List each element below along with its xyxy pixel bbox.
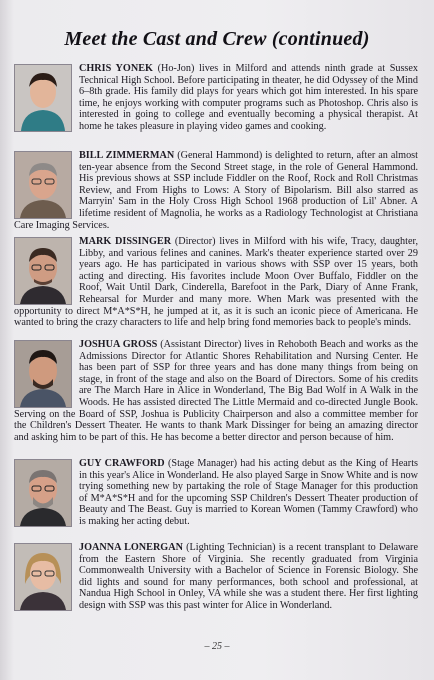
bio-text: (Lighting Technician) is a recent transplant to Delaware from the Eastern Shore of Virginia. She recently graduated from Virginia Commonwealth University with a Bachelor of Science in Forensic Biology. She did lights and sound for many performances, both school and professional, at Nandua High School in Onley, VA while she was a student there. Her first lighting design with SSP was this past winter for Alice in Wonderland. bbox=[79, 542, 418, 611]
cast-name: JOANNA LONERGAN bbox=[79, 542, 183, 553]
bio-text: (Stage Manager) had his acting debut as the King of Hearts in this year's Alice in Wonderland. He also played Sarge in Snow White and is now trying something new by partaking the role of Stage Manager for this production of M*A*S*H and for the upcoming SSP Children's Dessert Theater production of Beauty and The Beast. Guy is married to Korean Women (Tammy Crawford) who is making her acting debut. bbox=[79, 458, 418, 527]
headshot-photo bbox=[14, 543, 72, 611]
headshot-photo bbox=[14, 151, 72, 219]
bio-text: (Ho-Jon) lives in Milford and attends ninth grade at Sussex Technical High School. Before participating in theater, he did Odyssey of the Mind 6–8th grade. His family did plays for years which got him interested. In his spare time, he enjoys working with computer programs such as Photoshop. Chris also is interested in going to college and eventually becoming a physical therapist. At home he takes pleasure in playing video games and cooking. bbox=[79, 63, 418, 132]
bio-entry bbox=[14, 150, 418, 231]
bio-text: (General Hammond) is delighted to return, after an almost ten-year absence from the Second Street stage, in the role of General Hammond. His previous shows at SSP include Fiddler on the Roof, Rock and Roll Christmas Review, and From Highs to Lows: A Story of Bipolarism. Bill also starred as Marryin' Sam in the Holy Cross High School 1968 production of Lil' Abner. A lifetime resident of Magnolia, he works as a Radiology Technologist at Christiana Care Imaging Services. bbox=[14, 150, 418, 231]
headshot-photo bbox=[14, 340, 72, 408]
page-title: Meet the Cast and Crew (continued) bbox=[64, 28, 370, 50]
headshot-photo bbox=[14, 459, 72, 527]
bio-text: (Assistant Director) lives in Rehoboth Beach and works as the Admissions Director for Atlantic Shores Rehabilitation and Nursing Center. He has been part of SSP for three years and has done many things from being on stage, in front of the stage and also on the Board of Directors. Some of his credits are The March Hare in Alice in Wonderland, The Big Bad Wolf in A Walk in the Woods. He has assisted directed The Little Mermaid and co-directed Jungle Book. Serving on the Board of SSP, Joshua is Publicity Chairperson and also a committee member for the Children's Dessert Theater. He wants to thank Mark Dissinger for being an amazing director and asking him to be part of this. He has become a better director and person because of him. bbox=[14, 339, 418, 443]
bio-text: (Director) lives in Milford with his wife, Tracy, daughter, Libby, and various felines and canines. Mark's theater experience started over 29 years ago. He has participated in various shows with SSP over 15 years, both acting and directing. His favorites include Moon Over Buffalo, Fiddler on the Roof, Wait Until Dark, Cinderella, Barefoot in the Park, Diary of Anne Frank, Rehearsal for Murder and many more. When Mark was presented with the opportunity to direct M*A*S*H, he jumped at it, as it is such an iconic piece of Americana. He wanted to bring the crazy characters to life and help bring fond memories back to people's minds. bbox=[14, 236, 419, 329]
bio-entry bbox=[14, 458, 418, 528]
headshot-photo bbox=[14, 64, 72, 132]
cast-name: BILL ZIMMERMAN bbox=[79, 150, 175, 161]
page-number: – 25 – bbox=[204, 641, 230, 652]
bio-entry bbox=[14, 542, 418, 612]
bio-entry bbox=[14, 236, 418, 329]
bio-entry bbox=[14, 63, 418, 133]
cast-name: JOSHUA GROSS bbox=[79, 339, 158, 350]
cast-name: GUY CRAWFORD bbox=[79, 458, 165, 469]
bio-entry bbox=[14, 339, 418, 443]
headshot-photo bbox=[14, 237, 72, 305]
cast-name: MARK DISSINGER bbox=[79, 236, 172, 247]
cast-name: CHRIS YONEK bbox=[79, 63, 153, 74]
